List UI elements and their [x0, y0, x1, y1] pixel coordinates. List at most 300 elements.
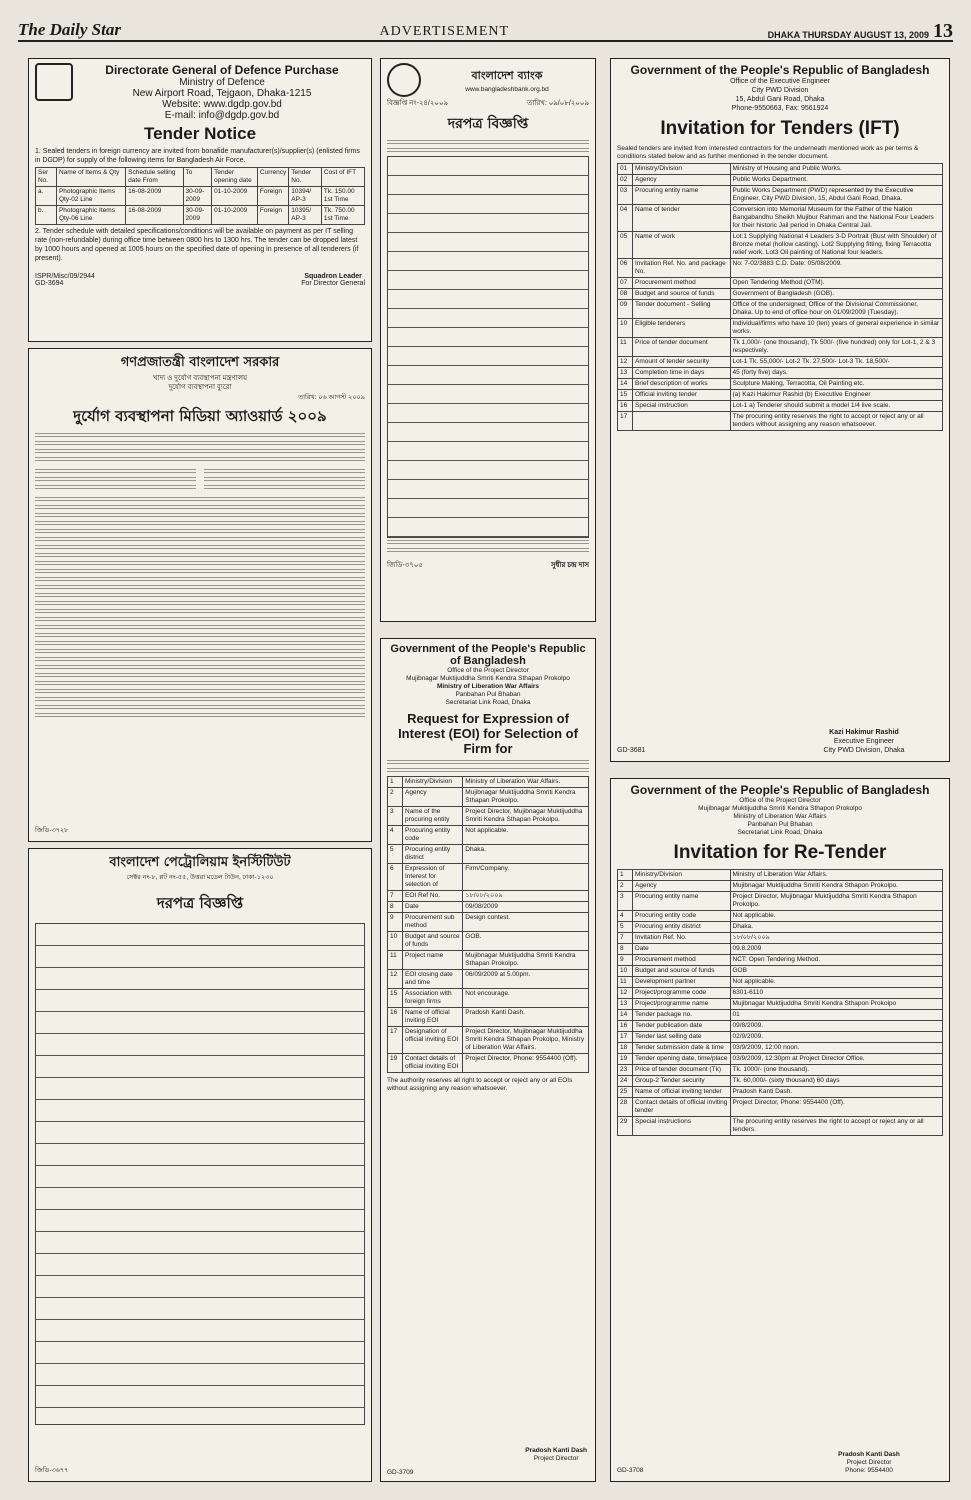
table-cell: Project/programme code — [633, 988, 731, 999]
table-cell: Not applicable. — [730, 977, 943, 988]
table-cell: Price of tender document — [633, 338, 731, 357]
ift-city-pwd — [610, 58, 950, 762]
table-cell: 8 — [388, 902, 403, 913]
table-cell: 45 (forty five) days. — [730, 368, 943, 379]
table-cell: 03 — [618, 186, 633, 205]
table-cell: 12 — [618, 988, 633, 999]
table-cell: 11 — [388, 951, 403, 970]
table-cell: 18 — [618, 1043, 633, 1054]
bangladesh-bank-notice — [380, 58, 596, 622]
eoi-signer-designation: Project Director — [533, 1455, 579, 1462]
table-cell: NCT: Open Tendering Method. — [730, 955, 943, 966]
table-cell: 2 — [618, 881, 633, 892]
table-cell: 09/8/2009. — [730, 1021, 943, 1032]
table-row — [618, 933, 943, 944]
newspaper-logo: The Daily Star — [18, 20, 121, 39]
ift-division: City PWD Division — [751, 87, 809, 94]
table-cell: Not applicable. — [463, 826, 589, 845]
table-cell: Design contest. — [463, 913, 589, 932]
table-cell: 24 — [618, 1076, 633, 1087]
table-cell: Ministry/Division — [403, 777, 463, 788]
table-cell: 9 — [388, 913, 403, 932]
table-cell: Special instructions — [633, 1117, 731, 1136]
petroleum-address: সেক্টর নং-৮, প্লট নং-৫৫, উত্তরা মডেল টাউন, ঢাকা-১২৩০ — [126, 874, 274, 881]
table-cell: Mujibnagar Muktijuddha Smriti Kendra Sthapan Prokolpo. — [463, 788, 589, 807]
table-cell: Special instruction — [633, 401, 731, 412]
table-cell: Contact details of official inviting EOI — [403, 1054, 463, 1073]
ift-gov-title: Government of the People's Republic of Bangladesh — [630, 63, 930, 77]
eoi-heading: Request for Expression of Interest (EOI) for Selection of Firm for — [398, 711, 578, 756]
table-row — [618, 1032, 943, 1043]
table-cell: Public Works Department (PWD) represented by the Executive Engineer, City PWD Division, 15, Abdul Gani Road, Dhaka. — [730, 186, 943, 205]
table-cell: Tk 1,000/- (one thousand), Tk 500/- (five hundred) only for Lot-1, 2 & 3 respectively. — [730, 338, 943, 357]
table-row — [388, 845, 589, 864]
table-row — [618, 259, 943, 278]
table-cell: ১৮/০৮/২০০৯ — [730, 933, 943, 944]
table-row — [388, 777, 589, 788]
table-cell: 05 — [618, 232, 633, 259]
table-cell: Designation of official inviting EOI — [403, 1027, 463, 1054]
table-cell: 07 — [618, 278, 633, 289]
table-row — [618, 278, 943, 289]
table-row — [618, 232, 943, 259]
petroleum-table — [35, 923, 365, 1425]
eoi-mujibnagar — [380, 638, 596, 1482]
table-cell: Group-2 Tender security — [633, 1076, 731, 1087]
table-cell: Tk. 60,000/- (sixty thousand) 60 days — [730, 1076, 943, 1087]
table-cell: 12 — [388, 970, 403, 989]
table-row: a. Photographic Items Qty-02 Line 16-08-2009 30-09-2009 01-10-2009 Foreign 10394/ AP-3 Tk. 150.00 1st Time — [36, 187, 365, 206]
table-cell: 5 — [618, 922, 633, 933]
table-cell: Name of the procuring entity — [403, 807, 463, 826]
retender-project: Mujibnagar Muktijuddha Smriti Kendra Sthapon Prokolpo — [698, 805, 862, 812]
bank-gd-number: জিডি-৩৭০৫ — [387, 562, 423, 569]
bank-ref: বিজ্ঞপ্তি নং-২৪/২০০৯ — [387, 100, 449, 107]
table-cell: Association with foreign firms — [403, 989, 463, 1008]
table-cell: 4 — [388, 826, 403, 845]
table-cell: 04 — [618, 205, 633, 232]
table-cell: 15 — [618, 390, 633, 401]
table-cell: Project Director, Phone: 9554400 (Off). — [463, 1054, 589, 1073]
table-cell: Ministry/Division — [633, 164, 731, 175]
table-row — [618, 988, 943, 999]
table-cell: Procuring entity district — [633, 922, 731, 933]
table-row — [618, 205, 943, 232]
retender-table — [617, 869, 943, 1136]
table-cell: 13 — [618, 999, 633, 1010]
table-row — [618, 1054, 943, 1065]
table-row — [618, 1010, 943, 1021]
table-cell: No: 7-02/3883 C.D. Date: 05/08/2009. — [730, 259, 943, 278]
retender-mujibnagar — [610, 778, 950, 1482]
table-cell: 7 — [388, 891, 403, 902]
table-cell: 2 — [388, 788, 403, 807]
table-cell: 3 — [388, 807, 403, 826]
table-cell: 01 — [618, 164, 633, 175]
table-cell: Dhaka. — [730, 922, 943, 933]
table-row — [388, 807, 589, 826]
table-cell: 17 — [388, 1027, 403, 1054]
ift-gd-number: GD-3681 — [617, 747, 646, 754]
bank-date: তারিখ: ০৯/০৮/২০০৯ — [527, 100, 589, 107]
table-cell: Ministry of Liberation War Affairs. — [730, 870, 943, 881]
table-cell: Procurement sub method — [403, 913, 463, 932]
ift-phone: Phone-9550663, Fax: 9561924 — [731, 105, 829, 112]
table-cell: 06/09/2009 at 5.00pm. — [463, 970, 589, 989]
retender-heading: Invitation for Re-Tender — [673, 842, 887, 863]
table-row — [618, 966, 943, 977]
disaster-body-text — [35, 433, 365, 719]
table-cell: Amount of tender security — [633, 357, 731, 368]
table-cell: 06 — [618, 259, 633, 278]
bank-body-text — [387, 140, 589, 554]
dgdp-para2: 2. Tender schedule with detailed specifications/conditions will be available on payment as per IT selling rate (non-refundable) during office time between 0800 hrs to 1300 hrs. The tender can be dropped latest by 1000 hours and opened at 1005 hours on the specified date of opening in presence of all tenderers (if present). — [35, 228, 359, 262]
table-row — [618, 164, 943, 175]
table-cell: Pradosh Kanti Dash. — [463, 1008, 589, 1027]
table-cell: Procurement method — [633, 955, 731, 966]
table-row — [388, 970, 589, 989]
table-cell: Mujibnagar Muktijuddha Smriti Kendra Sthapan Prokolpo. — [463, 951, 589, 970]
table-cell: 03/9/2009, 12:30pm at Project Director Office. — [730, 1054, 943, 1065]
table-cell: GOB — [730, 966, 943, 977]
table-row — [618, 881, 943, 892]
table-cell: Public Works Department. — [730, 175, 943, 186]
table-row — [618, 922, 943, 933]
table-cell: 19 — [388, 1054, 403, 1073]
table-row — [618, 870, 943, 881]
eoi-building: Panbahan Pul Bhaban — [455, 691, 521, 698]
table-cell: Procuring entity name — [633, 892, 731, 911]
table-cell: Not encourage. — [463, 989, 589, 1008]
table-cell: 6 — [388, 864, 403, 891]
table-row — [388, 913, 589, 932]
table-row — [618, 379, 943, 390]
table-cell: Date — [403, 902, 463, 913]
table-cell: The procuring entity reserves the right to accept or reject any or all tenders. — [730, 1117, 943, 1136]
dgdp-para1: 1. Sealed tenders in foreign currency are invited from bonafide manufacturer(s)/supplier(s) (enlisted firms in DGDP) for supply of the following items for Bangladesh Air Force. — [35, 148, 360, 164]
table-row — [618, 999, 943, 1010]
dgdp-ministry: Ministry of Defence — [179, 77, 265, 88]
table-cell: 11 — [618, 977, 633, 988]
retender-gov-title: Government of the People's Republic of Bangladesh — [630, 783, 930, 797]
table-cell: 16 — [388, 1008, 403, 1027]
eoi-address: Secretariat Link Road, Dhaka — [445, 699, 531, 706]
retender-address: Secretariat Link Road, Dhaka — [737, 829, 823, 836]
table-cell: 10 — [388, 932, 403, 951]
table-cell: Tender publication date — [633, 1021, 731, 1032]
table-row — [388, 1027, 589, 1054]
table-cell: (a) Kazi Hakimur Rashid (b) Executive Engineer — [730, 390, 943, 401]
table-cell: Agency — [633, 175, 731, 186]
table-row — [388, 951, 589, 970]
table-cell: EOI Ref No. — [403, 891, 463, 902]
table-row — [618, 892, 943, 911]
table-row — [618, 368, 943, 379]
table-cell: Date — [633, 944, 731, 955]
ift-signer-designation: Executive Engineer — [833, 738, 895, 745]
ift-office: Office of the Executive Engineer — [730, 78, 830, 85]
table-cell: 10 — [618, 966, 633, 977]
ift-heading: Invitation for Tenders (IFT) — [660, 118, 900, 139]
table-row — [618, 1117, 943, 1136]
table-cell: 1 — [618, 870, 633, 881]
table-cell: 28 — [618, 1098, 633, 1117]
table-cell: 29 — [618, 1117, 633, 1136]
table-cell: Lot:1 Supplying National 4 Leaders 3-D Portrait (Bust with Shoulder) of Bronze metal (hollow casting). Lot2 Supplying fitting, fixing Terracotta relief work. Lot3 Oil painting of National four leaders. — [730, 232, 943, 259]
table-cell: ১৮/০৮/২০০৯ — [463, 891, 589, 902]
table-cell: 02/9/2009. — [730, 1032, 943, 1043]
dgdp-address: New Airport Road, Tejgaon, Dhaka-1215 — [132, 88, 312, 99]
table-cell: 01 — [730, 1010, 943, 1021]
table-row — [618, 955, 943, 966]
retender-ministry: Ministry of Liberation War Affairs — [733, 813, 827, 820]
table-cell: 6301-6110 — [730, 988, 943, 999]
table-cell: Project Director, Mujibnagar Muktijuddha Smriti Kendra Sthapan Prokolpo, Ministry of Liberation War Affairs. — [463, 1027, 589, 1054]
ift-address: 15, Abdul Gani Road, Dhaka — [735, 96, 825, 103]
table-cell: Ministry of Housing and Public Works. — [730, 164, 943, 175]
table-cell: Tender opening date, time/place — [633, 1054, 731, 1065]
table-row — [618, 1087, 943, 1098]
dgdp-signer-rank: Squadron Leader — [304, 273, 362, 280]
table-cell: 9 — [618, 955, 633, 966]
retender-signer-designation: Project Director — [846, 1459, 892, 1466]
table-cell: Lot-1 a) Tenderer should submit a model 1/4 live scale. — [730, 401, 943, 412]
table-cell: 09/08/2009 — [463, 902, 589, 913]
dgdp-tender-notice — [28, 58, 372, 342]
eoi-signer: Pradosh Kanti Dash — [525, 1447, 587, 1454]
table-cell: Official inviting tender — [633, 390, 731, 401]
table-row — [618, 1076, 943, 1087]
table-cell: Expression of Interest for selection of — [403, 864, 463, 891]
table-cell: Completion time in days — [633, 368, 731, 379]
table-cell: Project Director, Phone: 9554400 (Off). — [730, 1098, 943, 1117]
bank-heading: দরপত্র বিজ্ঞপ্তি — [447, 116, 529, 132]
table-cell: Project Director, Mujibnagar Muktijuddha Smriti Kendra Sthapan Prokolpo. — [463, 807, 589, 826]
petroleum-gd-number: জিডি-৩৬৭৭ — [35, 1467, 69, 1474]
table-header-row: Ser No. Name of Items & Qty Schedule selling date From To Tender opening date Currency Tender No. Cost of IFT — [36, 168, 365, 187]
table-cell: Sculpture Making, Terracotta, Oil Painting etc. — [730, 379, 943, 390]
table-row — [388, 864, 589, 891]
table-cell: 09 — [618, 300, 633, 319]
eoi-table — [387, 776, 589, 1073]
table-cell: Agency — [633, 881, 731, 892]
table-row — [618, 289, 943, 300]
table-cell: Tender submission date & time — [633, 1043, 731, 1054]
table-cell: Tk. 1000/- (one thousand). — [730, 1065, 943, 1076]
table-cell: Invitation Ref. No. and package No. — [633, 259, 731, 278]
table-cell: 23 — [618, 1065, 633, 1076]
table-cell: Project/programme name — [633, 999, 731, 1010]
dgdp-website: Website: www.dgdp.gov.bd — [162, 99, 282, 110]
bank-title: বাংলাদেশ ব্যাংক — [471, 68, 543, 82]
ift-intro: Sealed tenders are invited from interested contractors for the underneath mentioned work as per terms & conditions stated below and as further mentioned in the tender document. — [617, 145, 919, 160]
eoi-gd-number: GD-3709 — [387, 1469, 414, 1476]
table-cell: Ministry/Division — [633, 870, 731, 881]
table-cell: 13 — [618, 368, 633, 379]
eoi-office: Office of the Project Director — [447, 667, 529, 674]
table-cell: Individual/firms who have 10 (ten) years of general experience in similar works. — [730, 319, 943, 338]
table-cell: Mujibnagar Muktijuddha Smriti Kendra Sthapon Prokolpo. — [730, 881, 943, 892]
table-cell: 1 — [388, 777, 403, 788]
table-cell: 4 — [618, 911, 633, 922]
table-cell: Budget and source of funds — [633, 289, 731, 300]
table-row — [618, 977, 943, 988]
table-cell: Dhaka. — [463, 845, 589, 864]
table-cell: Lot-1 Tk. 55,000/- Lot-2 Tk. 27,500/- Lot-3 Tk. 18,500/- — [730, 357, 943, 368]
table-cell: Budget and source of funds — [403, 932, 463, 951]
table-cell: 14 — [618, 1010, 633, 1021]
table-row — [388, 989, 589, 1008]
table-cell: 12 — [618, 357, 633, 368]
retender-signer: Pradosh Kanti Dash — [838, 1451, 900, 1458]
dgdp-email: E-mail: info@dgdp.gov.bd — [164, 110, 280, 121]
table-row — [618, 944, 943, 955]
bank-signer: সুধীর চন্দ্র দাস — [550, 562, 589, 569]
table-cell: Not applicable. — [730, 911, 943, 922]
table-row — [388, 902, 589, 913]
table-row — [618, 390, 943, 401]
table-cell: 17 — [618, 1032, 633, 1043]
table-row — [618, 401, 943, 412]
retender-office: Office of the Project Director — [739, 797, 821, 804]
petroleum-heading: দরপত্র বিজ্ঞপ্তি — [156, 894, 244, 912]
table-cell: 11 — [618, 338, 633, 357]
table-row — [388, 891, 589, 902]
page-number: 13 — [933, 20, 953, 42]
table-cell: Conversion into Memorial Museum for the Father of the Nation Bangabandhu Sheikh Mujibur Rahman and the National Four Leaders for their historic Jail period in Dhaka Central Jail. — [730, 205, 943, 232]
table-cell: Procuring entity name — [633, 186, 731, 205]
table-cell: Procuring entity district — [403, 845, 463, 864]
table-cell: Name of official inviting EOI — [403, 1008, 463, 1027]
disaster-date: তারিখ: ০৬ আগস্ট ২০০৯ — [298, 394, 365, 401]
table-row — [618, 1021, 943, 1032]
dgdp-table — [35, 167, 365, 225]
table-cell: GOB. — [463, 932, 589, 951]
section-title: ADVERTISEMENT — [379, 24, 510, 39]
table-cell: 09.8.2009 — [730, 944, 943, 955]
dgdp-heading: Tender Notice — [143, 124, 257, 143]
table-row — [388, 932, 589, 951]
dgdp-ref: ISPR/Misc/09/2944 — [35, 273, 95, 280]
table-cell: Procuring entity code — [403, 826, 463, 845]
disaster-gov-title: গণপ্রজাতন্ত্রী বাংলাদেশ সরকার — [120, 355, 280, 370]
dgdp-emblem-icon — [35, 63, 73, 101]
ift-signer-division: City PWD Division, Dhaka — [823, 747, 905, 754]
table-cell: Name of work — [633, 232, 731, 259]
table-cell: Office of the undersigned; Office of the Divisional Commissioner, Dhaka. Up to end of office hour on 01/09/2009 (Tuesday). — [730, 300, 943, 319]
ift-table — [617, 163, 943, 431]
table-cell: Invitation Ref. No. — [633, 933, 731, 944]
table-cell: 25 — [618, 1087, 633, 1098]
retender-phone: Phone: 9554400 — [845, 1467, 893, 1474]
table-cell: Development partner — [633, 977, 731, 988]
retender-building: Panbahan Pul Bhaban — [747, 821, 813, 828]
table-cell: Name of tender — [633, 205, 731, 232]
table-cell: Tender document - Selling — [633, 300, 731, 319]
table-cell: Contact details of official inviting tender — [633, 1098, 731, 1117]
table-cell: 08 — [618, 289, 633, 300]
table-cell: 17 — [618, 412, 633, 431]
table-cell: Project name — [403, 951, 463, 970]
table-cell: 3 — [618, 892, 633, 911]
disaster-bureau: দুর্যোগ ব্যবস্থাপনা ব্যুরো — [168, 384, 232, 391]
table-cell: Procurement method — [633, 278, 731, 289]
table-cell: 03/9/2009, 12:00 noon. — [730, 1043, 943, 1054]
table-cell: 16 — [618, 1021, 633, 1032]
table-cell: EOI closing date and time — [403, 970, 463, 989]
table-cell: 5 — [388, 845, 403, 864]
table-cell — [633, 412, 731, 431]
table-cell: 8 — [618, 944, 633, 955]
eoi-project: Mujibnagar Muktijuddha Smriti Kendra Sthapan Prokolpo — [406, 675, 570, 682]
ift-signer: Kazi Hakimur Rashid — [829, 729, 899, 736]
petroleum-title: বাংলাদেশ পেট্রোলিয়াম ইনস্টিটিউট — [109, 855, 291, 870]
table-cell: Eligible tenderers — [633, 319, 731, 338]
table-cell: Agency — [403, 788, 463, 807]
eoi-ministry: Ministry of Liberation War Affairs — [436, 683, 540, 690]
table-row — [618, 1098, 943, 1117]
table-cell: Project Director, Mujibnagar Muktijuddha Smriti Kendra Sthapon Prokolpo. — [730, 892, 943, 911]
table-row — [388, 788, 589, 807]
disaster-gd-number: জিডি-৩৭২৮ — [35, 827, 69, 834]
disaster-heading: দুর্যোগ ব্যবস্থাপনা মিডিয়া অ্যাওয়ার্ড ২০০৯ — [73, 407, 327, 425]
issue-date: DHAKA THURSDAY AUGUST 13, 2009 13 — [767, 20, 953, 42]
bank-website: www.bangladeshbank.org.bd — [465, 85, 549, 93]
table-cell: Government of Bangladesh (GOB). — [730, 289, 943, 300]
table-row — [388, 1008, 589, 1027]
table-row — [618, 300, 943, 319]
masthead — [18, 18, 953, 42]
disaster-ministry: খাদ্য ও দুর্যোগ ব্যবস্থাপনা মন্ত্রণালয় — [152, 375, 248, 382]
table-cell: Price of tender document (Tk) — [633, 1065, 731, 1076]
table-cell: 14 — [618, 379, 633, 390]
table-row — [618, 412, 943, 431]
table-cell: 10 — [618, 319, 633, 338]
table-cell: Brief description of works — [633, 379, 731, 390]
dgdp-gd-number: GD-3694 — [35, 280, 64, 287]
table-cell: 7 — [618, 933, 633, 944]
table-cell: Pradosh Kanti Dash. — [730, 1087, 943, 1098]
eoi-gov-title: Government of the People's Republic of Bangladesh — [390, 643, 586, 667]
table-cell: Procuring entity code — [633, 911, 731, 922]
table-row — [618, 319, 943, 338]
table-cell: 19 — [618, 1054, 633, 1065]
bank-emblem-icon — [387, 63, 421, 97]
table-row — [618, 186, 943, 205]
table-row — [618, 175, 943, 186]
table-cell: Tender last selling date — [633, 1032, 731, 1043]
table-row — [618, 1043, 943, 1054]
table-cell: Firm/Company. — [463, 864, 589, 891]
table-cell: The procuring entity reserves the right to accept or reject any or all tenders without assigning any reason whatsoever. — [730, 412, 943, 431]
table-row — [618, 357, 943, 368]
table-row — [618, 338, 943, 357]
table-cell: 15 — [388, 989, 403, 1008]
table-cell: Mujibnagar Muktijuddha Smriti Kendra Sthapon Prokolpo — [730, 999, 943, 1010]
eoi-footer: The authority reserves all right to accept or reject any or all EOIs without assigning any reason whatsoever. — [387, 1077, 573, 1092]
table-cell: Tender package no. — [633, 1010, 731, 1021]
table-cell: 02 — [618, 175, 633, 186]
petroleum-institute-tender — [28, 848, 372, 1482]
table-cell: Budget and source of funds — [633, 966, 731, 977]
table-cell: Open Tendering Method (OTM). — [730, 278, 943, 289]
table-row — [388, 826, 589, 845]
table-row — [618, 1065, 943, 1076]
dgdp-signer-for: For Director General — [301, 280, 365, 287]
table-row: b. Photographic Items Qty-06 Line 16-08-2009 30-09-2009 01-10-2009 Foreign 10395/ AP-3 Tk. 750.00 1st Time — [36, 206, 365, 225]
disaster-media-award — [28, 348, 372, 842]
table-cell: 16 — [618, 401, 633, 412]
